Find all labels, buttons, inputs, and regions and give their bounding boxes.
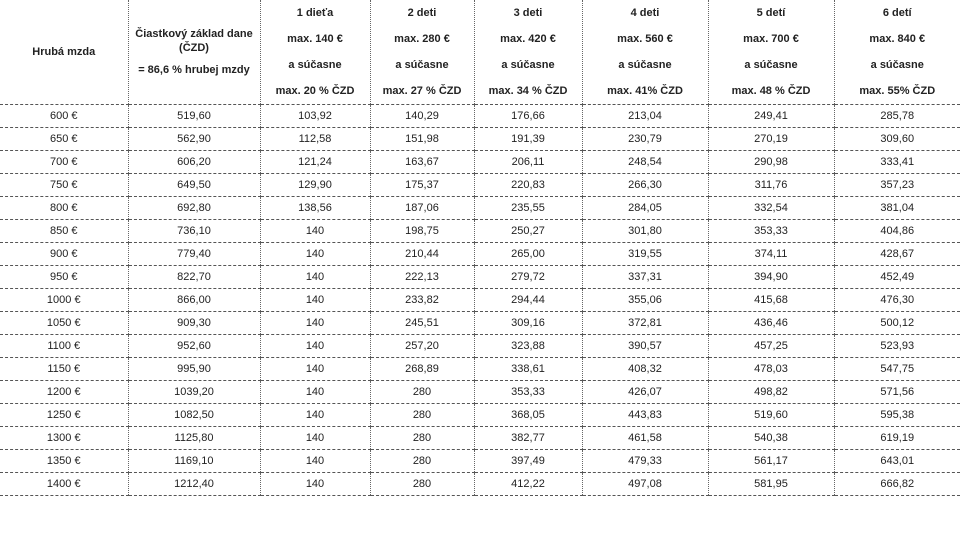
bonus-cell: 443,83 xyxy=(582,404,708,427)
bonus-cell: 412,22 xyxy=(474,473,582,496)
bonus-cell: 390,57 xyxy=(582,335,708,358)
header-children-title: 1 dieťa xyxy=(296,7,334,19)
bonus-cell: 140 xyxy=(260,266,370,289)
gross-wage-cell: 800 € xyxy=(0,197,128,220)
header-gross-label: Hrubá mzda xyxy=(32,46,96,58)
bonus-cell: 523,93 xyxy=(834,335,960,358)
table-row xyxy=(0,197,960,220)
table-row xyxy=(0,174,960,197)
bonus-cell: 280 xyxy=(370,427,474,450)
header-children-max: max. 840 € xyxy=(869,33,926,45)
tax-base-cell: 1125,80 xyxy=(128,427,260,450)
header-children-pct: max. 27 % ČZD xyxy=(382,85,462,97)
bonus-cell: 457,25 xyxy=(708,335,834,358)
header-tax-base-line1: Čiastkový základ dane xyxy=(135,28,253,40)
bonus-cell: 337,31 xyxy=(582,266,708,289)
table-row xyxy=(0,243,960,266)
bonus-cell: 140 xyxy=(260,404,370,427)
bonus-cell: 250,27 xyxy=(474,220,582,243)
bonus-cell: 222,13 xyxy=(370,266,474,289)
gross-wage-cell: 1000 € xyxy=(0,289,128,312)
bonus-cell: 426,07 xyxy=(582,381,708,404)
tax-base-cell: 822,70 xyxy=(128,266,260,289)
bonus-cell: 140 xyxy=(260,335,370,358)
header-children-title: 2 deti xyxy=(407,7,437,19)
table-row xyxy=(0,335,960,358)
gross-wage-cell: 750 € xyxy=(0,174,128,197)
bonus-cell: 138,56 xyxy=(260,197,370,220)
bonus-cell: 191,39 xyxy=(474,128,582,151)
bonus-cell: 323,88 xyxy=(474,335,582,358)
bonus-cell: 210,44 xyxy=(370,243,474,266)
bonus-cell: 309,16 xyxy=(474,312,582,335)
tax-base-cell: 1212,40 xyxy=(128,473,260,496)
bonus-cell: 497,08 xyxy=(582,473,708,496)
gross-wage-cell: 850 € xyxy=(0,220,128,243)
bonus-cell: 140 xyxy=(260,243,370,266)
gross-wage-cell: 650 € xyxy=(0,128,128,151)
tax-base-cell: 562,90 xyxy=(128,128,260,151)
bonus-cell: 230,79 xyxy=(582,128,708,151)
header-children-5 xyxy=(708,0,834,105)
header-children-and: a súčasne xyxy=(618,59,672,71)
gross-wage-cell: 950 € xyxy=(0,266,128,289)
tax-base-cell: 779,40 xyxy=(128,243,260,266)
table-row xyxy=(0,450,960,473)
bonus-cell: 355,06 xyxy=(582,289,708,312)
header-children-4 xyxy=(582,0,708,105)
header-row xyxy=(0,0,960,105)
bonus-cell: 397,49 xyxy=(474,450,582,473)
table-row xyxy=(0,427,960,450)
header-children-title: 6 detí xyxy=(882,7,912,19)
header-children-max: max. 420 € xyxy=(500,33,556,45)
bonus-cell: 479,33 xyxy=(582,450,708,473)
bonus-cell: 519,60 xyxy=(708,404,834,427)
gross-wage-cell: 1150 € xyxy=(0,358,128,381)
bonus-cell: 249,41 xyxy=(708,105,834,128)
bonus-cell: 140 xyxy=(260,312,370,335)
bonus-cell: 436,46 xyxy=(708,312,834,335)
bonus-cell: 280 xyxy=(370,404,474,427)
tax-base-cell: 606,20 xyxy=(128,151,260,174)
bonus-cell: 268,89 xyxy=(370,358,474,381)
table-row xyxy=(0,289,960,312)
bonus-cell: 245,51 xyxy=(370,312,474,335)
table-row xyxy=(0,358,960,381)
bonus-cell: 112,58 xyxy=(260,128,370,151)
bonus-cell: 294,44 xyxy=(474,289,582,312)
tax-base-cell: 866,00 xyxy=(128,289,260,312)
gross-wage-cell: 1100 € xyxy=(0,335,128,358)
bonus-cell: 233,82 xyxy=(370,289,474,312)
bonus-cell: 571,56 xyxy=(834,381,960,404)
bonus-cell: 280 xyxy=(370,450,474,473)
bonus-cell: 198,75 xyxy=(370,220,474,243)
bonus-cell: 643,01 xyxy=(834,450,960,473)
table-row xyxy=(0,473,960,496)
tax-base-cell: 519,60 xyxy=(128,105,260,128)
bonus-cell: 309,60 xyxy=(834,128,960,151)
bonus-cell: 140 xyxy=(260,473,370,496)
bonus-cell: 540,38 xyxy=(708,427,834,450)
header-children-pct: max. 20 % ČZD xyxy=(275,85,355,97)
bonus-cell: 279,72 xyxy=(474,266,582,289)
bonus-cell: 561,17 xyxy=(708,450,834,473)
header-children-and: a súčasne xyxy=(744,59,798,71)
gross-wage-cell: 1200 € xyxy=(0,381,128,404)
bonus-cell: 121,24 xyxy=(260,151,370,174)
tax-base-cell: 952,60 xyxy=(128,335,260,358)
bonus-cell: 461,58 xyxy=(582,427,708,450)
bonus-cell: 408,32 xyxy=(582,358,708,381)
header-children-max: max. 560 € xyxy=(617,33,673,45)
bonus-cell: 333,41 xyxy=(834,151,960,174)
bonus-cell: 452,49 xyxy=(834,266,960,289)
header-children-max: max. 140 € xyxy=(287,33,343,45)
header-children-max: max. 700 € xyxy=(743,33,799,45)
bonus-cell: 140 xyxy=(260,289,370,312)
bonus-cell: 498,82 xyxy=(708,381,834,404)
tax-base-cell: 995,90 xyxy=(128,358,260,381)
bonus-cell: 266,30 xyxy=(582,174,708,197)
bonus-cell: 619,19 xyxy=(834,427,960,450)
bonus-cell: 478,03 xyxy=(708,358,834,381)
bonus-cell: 140 xyxy=(260,381,370,404)
header-children-pct: max. 34 % ČZD xyxy=(488,85,568,97)
header-children-max: max. 280 € xyxy=(394,33,450,45)
bonus-cell: 140 xyxy=(260,358,370,381)
bonus-cell: 374,11 xyxy=(708,243,834,266)
bonus-cell: 381,04 xyxy=(834,197,960,220)
header-children-6 xyxy=(834,0,960,105)
bonus-cell: 175,37 xyxy=(370,174,474,197)
table-row xyxy=(0,381,960,404)
bonus-cell: 270,19 xyxy=(708,128,834,151)
bonus-cell: 290,98 xyxy=(708,151,834,174)
bonus-cell: 476,30 xyxy=(834,289,960,312)
header-children-pct: max. 41% ČZD xyxy=(607,85,683,97)
header-children-and: a súčasne xyxy=(288,59,342,71)
gross-wage-cell: 600 € xyxy=(0,105,128,128)
header-children-pct: max. 55% ČZD xyxy=(859,85,936,97)
header-children-2 xyxy=(370,0,474,105)
bonus-cell: 581,95 xyxy=(708,473,834,496)
bonus-cell: 428,67 xyxy=(834,243,960,266)
bonus-cell: 284,05 xyxy=(582,197,708,220)
bonus-cell: 368,05 xyxy=(474,404,582,427)
table-row xyxy=(0,105,960,128)
header-tax-base xyxy=(128,0,260,105)
header-children-and: a súčasne xyxy=(501,59,555,71)
header-children-and: a súčasne xyxy=(395,59,449,71)
bonus-cell: 332,54 xyxy=(708,197,834,220)
tax-base-cell: 1082,50 xyxy=(128,404,260,427)
bonus-cell: 382,77 xyxy=(474,427,582,450)
bonus-cell: 140 xyxy=(260,220,370,243)
bonus-cell: 257,20 xyxy=(370,335,474,358)
bonus-cell: 372,81 xyxy=(582,312,708,335)
bonus-cell: 220,83 xyxy=(474,174,582,197)
bonus-cell: 140,29 xyxy=(370,105,474,128)
bonus-cell: 265,00 xyxy=(474,243,582,266)
bonus-cell: 213,04 xyxy=(582,105,708,128)
header-children-3 xyxy=(474,0,582,105)
bonus-cell: 140 xyxy=(260,450,370,473)
bonus-cell: 151,98 xyxy=(370,128,474,151)
table-row xyxy=(0,151,960,174)
bonus-cell: 404,86 xyxy=(834,220,960,243)
tax-base-cell: 736,10 xyxy=(128,220,260,243)
header-children-pct: max. 48 % ČZD xyxy=(731,85,811,97)
header-children-1 xyxy=(260,0,370,105)
bonus-cell: 500,12 xyxy=(834,312,960,335)
bonus-cell: 353,33 xyxy=(708,220,834,243)
gross-wage-cell: 900 € xyxy=(0,243,128,266)
bonus-cell: 285,78 xyxy=(834,105,960,128)
table-row xyxy=(0,266,960,289)
bonus-cell: 235,55 xyxy=(474,197,582,220)
gross-wage-cell: 1350 € xyxy=(0,450,128,473)
bonus-cell: 280 xyxy=(370,381,474,404)
gross-wage-cell: 1300 € xyxy=(0,427,128,450)
gross-wage-cell: 1050 € xyxy=(0,312,128,335)
table-row xyxy=(0,312,960,335)
bonus-cell: 311,76 xyxy=(708,174,834,197)
bonus-cell: 301,80 xyxy=(582,220,708,243)
gross-wage-cell: 700 € xyxy=(0,151,128,174)
tax-base-cell: 692,80 xyxy=(128,197,260,220)
bonus-cell: 338,61 xyxy=(474,358,582,381)
gross-wage-cell: 1400 € xyxy=(0,473,128,496)
tax-base-cell: 649,50 xyxy=(128,174,260,197)
header-children-title: 3 deti xyxy=(513,7,543,19)
table-row xyxy=(0,404,960,427)
tax-base-cell: 1039,20 xyxy=(128,381,260,404)
bonus-cell: 129,90 xyxy=(260,174,370,197)
bonus-cell: 666,82 xyxy=(834,473,960,496)
tax-base-cell: 1169,10 xyxy=(128,450,260,473)
bonus-cell: 547,75 xyxy=(834,358,960,381)
bonus-cell: 415,68 xyxy=(708,289,834,312)
bonus-cell: 319,55 xyxy=(582,243,708,266)
bonus-cell: 357,23 xyxy=(834,174,960,197)
bonus-cell: 140 xyxy=(260,427,370,450)
header-children-title: 5 detí xyxy=(756,7,786,19)
gross-wage-cell: 1250 € xyxy=(0,404,128,427)
tax-base-cell: 909,30 xyxy=(128,312,260,335)
bonus-cell: 394,90 xyxy=(708,266,834,289)
table-row xyxy=(0,128,960,151)
table-row xyxy=(0,220,960,243)
bonus-cell: 163,67 xyxy=(370,151,474,174)
header-tax-base-line2: (ČZD) xyxy=(179,42,209,54)
header-children-and: a súčasne xyxy=(870,59,924,71)
table-body xyxy=(0,105,960,496)
bonus-cell: 248,54 xyxy=(582,151,708,174)
bonus-cell: 353,33 xyxy=(474,381,582,404)
header-children-title: 4 deti xyxy=(630,7,660,19)
bonus-cell: 595,38 xyxy=(834,404,960,427)
bonus-cell: 206,11 xyxy=(474,151,582,174)
bonus-cell: 280 xyxy=(370,473,474,496)
header-tax-base-line3: = 86,6 % hrubej mzdy xyxy=(138,64,250,76)
bonus-cell: 176,66 xyxy=(474,105,582,128)
bonus-cell: 187,06 xyxy=(370,197,474,220)
header-gross-wage xyxy=(0,0,128,105)
bonus-cell: 103,92 xyxy=(260,105,370,128)
